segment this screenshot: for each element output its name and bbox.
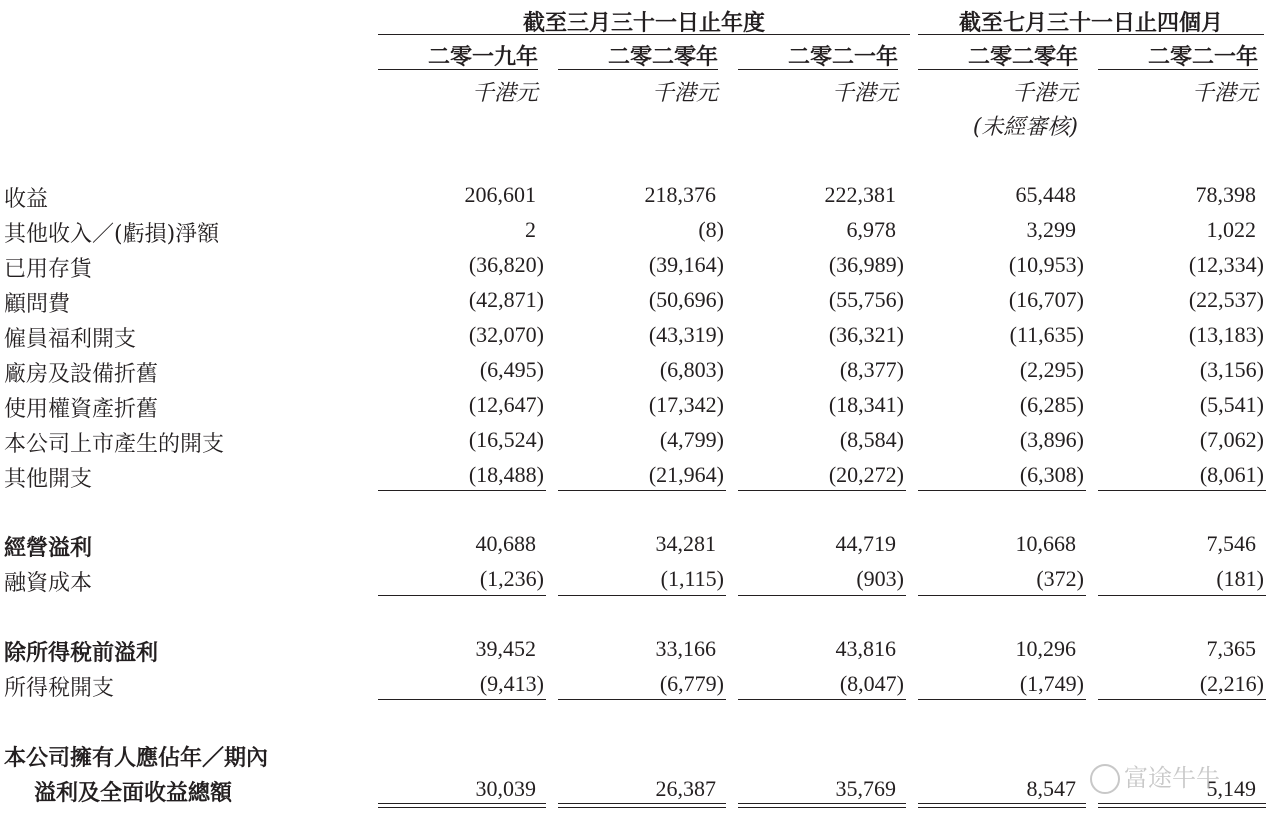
cell: 40,688 bbox=[475, 531, 536, 556]
cell: (6,495) bbox=[479, 357, 544, 382]
cell: (8,584) bbox=[839, 427, 904, 452]
subtotal-rule bbox=[738, 595, 906, 596]
cell: (6,779) bbox=[659, 671, 724, 696]
cell: (50,696) bbox=[648, 287, 724, 312]
group-header-year: 截至三月三十一日止年度 bbox=[522, 10, 765, 36]
row-label-finance-costs: 融資成本 bbox=[4, 571, 93, 596]
cell: 44,719 bbox=[835, 531, 896, 556]
cell: (12,647) bbox=[468, 392, 544, 417]
row-label-listing-expenses: 本公司上市產生的開支 bbox=[4, 432, 225, 457]
subtotal-rule bbox=[378, 595, 546, 596]
cell: 2 bbox=[525, 217, 536, 242]
cell: (18,341) bbox=[828, 392, 904, 417]
column-rule bbox=[918, 69, 1078, 70]
cell: (16,524) bbox=[468, 427, 544, 452]
row-label-profit-before-tax: 除所得稅前溢利 bbox=[4, 640, 159, 666]
cell: (55,756) bbox=[828, 287, 904, 312]
unit-label: 千港元 bbox=[471, 81, 538, 106]
subtotal-rule bbox=[558, 699, 726, 700]
cell: (18,488) bbox=[468, 462, 544, 487]
cell: (32,070) bbox=[468, 322, 544, 347]
cell: 222,381 bbox=[824, 182, 896, 207]
cell: 8,547 bbox=[1026, 776, 1076, 801]
column-header-2020-period: 二零二零年 bbox=[967, 44, 1078, 70]
cell: 3,299 bbox=[1026, 217, 1076, 242]
group-header-period: 截至七月三十一日止四個月 bbox=[958, 10, 1223, 36]
unaudited-label: (未經審核) bbox=[972, 115, 1078, 140]
cell: (20,272) bbox=[828, 462, 904, 487]
subtotal-rule bbox=[918, 699, 1086, 700]
cell: (7,062) bbox=[1199, 427, 1264, 452]
cell: (8,047) bbox=[839, 671, 904, 696]
unit-label: 千港元 bbox=[1191, 81, 1258, 106]
cell: (1,749) bbox=[1019, 671, 1084, 696]
row-label-income-tax: 所得稅開支 bbox=[4, 676, 115, 701]
cell: (16,707) bbox=[1008, 287, 1084, 312]
subtotal-rule bbox=[1098, 699, 1266, 700]
subtotal-rule bbox=[738, 699, 906, 700]
cell: 39,452 bbox=[475, 636, 536, 661]
subtotal-rule bbox=[378, 699, 546, 700]
row-label-depreciation-rou: 使用權資產折舊 bbox=[4, 397, 159, 422]
cell: (6,803) bbox=[659, 357, 724, 382]
total-double-rule bbox=[558, 803, 726, 808]
row-label-inventories-used: 已用存貨 bbox=[4, 257, 93, 282]
unit-label: 千港元 bbox=[1011, 81, 1078, 106]
column-rule bbox=[558, 69, 718, 70]
cell: 33,166 bbox=[655, 636, 716, 661]
row-label-revenue: 收益 bbox=[4, 187, 49, 212]
subtotal-rule bbox=[1098, 595, 1266, 596]
cell: 7,546 bbox=[1206, 531, 1256, 556]
cell: 10,296 bbox=[1015, 636, 1076, 661]
cell: (3,156) bbox=[1199, 357, 1264, 382]
cell: (12,334) bbox=[1188, 252, 1264, 277]
subtotal-rule bbox=[918, 490, 1086, 491]
cell: (36,321) bbox=[828, 322, 904, 347]
subtotal-rule bbox=[918, 595, 1086, 596]
cell: (181) bbox=[1216, 566, 1264, 591]
row-label-employee-benefits: 僱員福利開支 bbox=[4, 327, 137, 352]
cell: (3,896) bbox=[1019, 427, 1084, 452]
cell: 7,365 bbox=[1206, 636, 1256, 661]
total-double-rule bbox=[378, 803, 546, 808]
cell: (2,216) bbox=[1199, 671, 1264, 696]
cell: (42,871) bbox=[468, 287, 544, 312]
cell: (8) bbox=[698, 217, 724, 242]
cell: 34,281 bbox=[655, 531, 716, 556]
row-label-depreciation-ppe: 廠房及設備折舊 bbox=[4, 362, 159, 387]
subtotal-rule bbox=[558, 490, 726, 491]
cell: (39,164) bbox=[648, 252, 724, 277]
row-label-operating-profit: 經營溢利 bbox=[4, 535, 93, 561]
cell: (5,541) bbox=[1199, 392, 1264, 417]
subtotal-rule bbox=[378, 490, 546, 491]
cell: (21,964) bbox=[648, 462, 724, 487]
total-double-rule bbox=[1098, 803, 1266, 808]
cell: 6,978 bbox=[846, 217, 896, 242]
cell: (903) bbox=[856, 566, 904, 591]
subtotal-rule bbox=[738, 490, 906, 491]
cell: 35,769 bbox=[835, 776, 896, 801]
cell: 78,398 bbox=[1195, 182, 1256, 207]
cell: 206,601 bbox=[464, 182, 536, 207]
cell: (6,285) bbox=[1019, 392, 1084, 417]
group-rule-year bbox=[378, 34, 910, 35]
row-label-consultancy-fees: 顧問費 bbox=[4, 292, 71, 317]
cell: (8,061) bbox=[1199, 462, 1264, 487]
cell: (8,377) bbox=[839, 357, 904, 382]
cell: (4,799) bbox=[659, 427, 724, 452]
watermark-text: 富途牛牛 bbox=[1124, 764, 1220, 792]
cell: (9,413) bbox=[479, 671, 544, 696]
total-double-rule bbox=[918, 803, 1086, 808]
cell: 5,149 bbox=[1206, 776, 1256, 801]
subtotal-rule bbox=[1098, 490, 1266, 491]
cell: 218,376 bbox=[644, 182, 716, 207]
cell: 65,448 bbox=[1015, 182, 1076, 207]
cell: (2,295) bbox=[1019, 357, 1084, 382]
cell: 43,816 bbox=[835, 636, 896, 661]
total-double-rule bbox=[738, 803, 906, 808]
column-header-2021: 二零二一年 bbox=[787, 44, 898, 70]
cell: 1,022 bbox=[1206, 217, 1256, 242]
cell: (372) bbox=[1036, 566, 1084, 591]
column-rule bbox=[378, 69, 538, 70]
column-header-2019: 二零一九年 bbox=[427, 44, 538, 70]
cell: (43,319) bbox=[648, 322, 724, 347]
cell: (36,820) bbox=[468, 252, 544, 277]
row-label-total-line1: 本公司擁有人應佔年／期內 bbox=[4, 745, 269, 771]
logo-icon bbox=[1090, 764, 1120, 794]
row-label-total-comprehensive-income: 溢利及全面收益總額 bbox=[34, 780, 233, 806]
row-label-other-expenses: 其他開支 bbox=[4, 467, 93, 492]
column-rule bbox=[1098, 69, 1258, 70]
cell: (6,308) bbox=[1019, 462, 1084, 487]
group-rule-period bbox=[918, 34, 1264, 35]
cell: (11,635) bbox=[1009, 322, 1084, 347]
cell: 26,387 bbox=[655, 776, 716, 801]
column-header-2020: 二零二零年 bbox=[607, 44, 718, 70]
cell: (1,236) bbox=[479, 566, 544, 591]
cell: (13,183) bbox=[1188, 322, 1264, 347]
watermark bbox=[1090, 758, 1220, 794]
subtotal-rule bbox=[558, 595, 726, 596]
unit-label: 千港元 bbox=[831, 81, 898, 106]
cell: 30,039 bbox=[475, 776, 536, 801]
column-rule bbox=[738, 69, 898, 70]
column-header-2021-period: 二零二一年 bbox=[1147, 44, 1258, 70]
cell: (22,537) bbox=[1188, 287, 1264, 312]
cell: (1,115) bbox=[660, 566, 724, 591]
cell: (36,989) bbox=[828, 252, 904, 277]
row-label-other-income: 其他收入／(虧損)淨額 bbox=[4, 222, 220, 247]
cell: (17,342) bbox=[648, 392, 724, 417]
unit-label: 千港元 bbox=[651, 81, 718, 106]
cell: (10,953) bbox=[1008, 252, 1084, 277]
cell: 10,668 bbox=[1015, 531, 1076, 556]
